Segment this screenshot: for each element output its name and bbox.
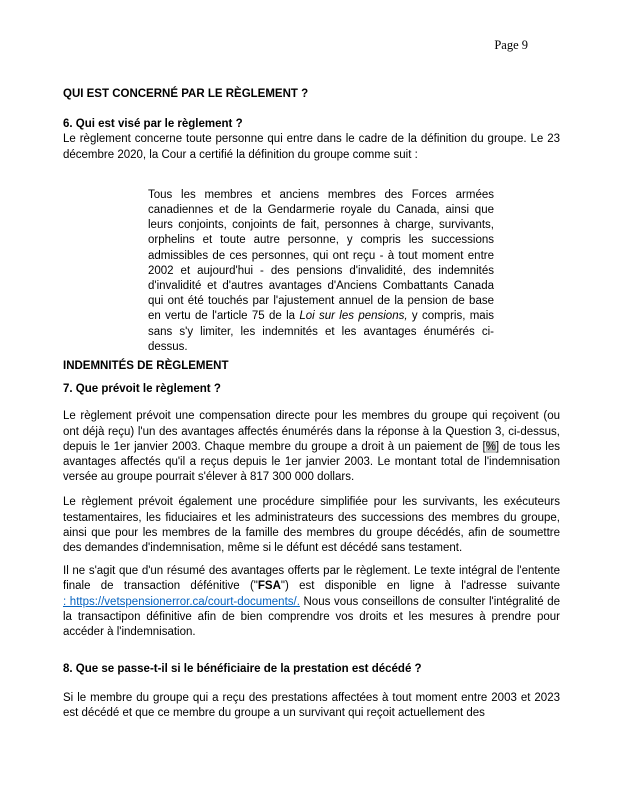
question-8-heading: 8. Que se passe-t-il si le bénéficiaire de la prestation est décédé ?	[63, 663, 422, 676]
main-heading: QUI EST CONCERNÉ PAR LE RÈGLEMENT ?	[63, 88, 309, 100]
page-number: Page 9	[494, 38, 528, 52]
simplified-procedure-paragraph: Le règlement prévoit également une procédure simplifiée pour les survivants, les exécuteurs testamentaires, les fiduciaires et les administrateurs des successions des membres du groupe, ainsi que pour les membres de la famille des membres du groupe décédés, afin de soumettre des demandes d'indemnisation, même si le défunt est décédé sans testament.	[63, 496, 560, 555]
question-6-heading: 6. Qui est visé par le règlement ?	[63, 118, 243, 131]
fsa-text-part2: ") est disponible en ligne à l'adresse suivante	[280, 580, 560, 593]
payment-text-part2: ] de tous les avantages affectés qu'il a reçus depuis le 1er janvier 2003. Le montant total de l'indemnisation versée au groupe pourrait s'élever à 817 300 000 dollars.	[63, 440, 560, 484]
quote-text-part1: Tous les membres et anciens membres des Forces armées canadiennes et de la Gendarmerie royale du Canada, ainsi que leurs conjoints, conjoints de fait, personnes à charge, survivants, orphelins et toute autre personne, y compris les successions admissibles de ces personnes, qui ont reçu - à tout moment entre 2002 et aujourd'hui - des pensions d'invalidité, des indemnités d'invalidité et d'autres avantages d'Anciens Combattants Canada qui ont été touchés par l'ajustement annuel de la pension de base en vertu de l'article 75 de la	[148, 188, 494, 323]
fsa-text-part1: Il ne s'agit que d'un résumé des avantages offerts par le règlement. Le texte intégral de l'entente finale de transaction défénitive ("	[63, 565, 560, 593]
quote-text-part2: y compris, mais sans s'y limiter, les indemnités et les avantages énumérés ci-dessus.	[148, 310, 494, 353]
law-title-italic: Loi sur les pensions,	[299, 310, 408, 323]
fsa-abbreviation: FSA	[257, 580, 281, 593]
payment-paragraph	[63, 409, 560, 485]
payment-text-part1: Le règlement prévoit une compensation directe pour les membres du groupe qui reçoivent (ou ont déjà reçu) l'un des avantages affectés énumérés dans la réponse à la Question 3, ci-dessus, depuis le 1er janvier 2003. Chaque membre du groupe a droit à un paiement de [	[63, 410, 560, 453]
question-7-heading: 7. Que prévoit le règlement ?	[63, 383, 221, 396]
survivor-paragraph: Si le membre du groupe qui a reçu des prestations affectées à tout moment entre 2003 et 2023 est décédé et que ce membre du groupe a un survivant qui reçoit actuellement des	[63, 691, 560, 719]
fsa-paragraph	[63, 564, 560, 640]
fsa-text-part3: Nous vous conseillons de consulter l'intégralité de la transactipon définitive afin de bien comprendre vos droits et les mesures à prendre pour accéder à l'indemnisation.	[63, 595, 560, 639]
indemnites-heading: INDEMNITÉS DE RÈGLEMENT	[63, 360, 229, 373]
class-definition-quote	[148, 188, 494, 355]
question-6-intro: Le règlement concerne toute personne qui entre dans le cadre de la définition du groupe. Le 23 décembre 2020, la Cour a certifié la définition du groupe comme suit :	[63, 133, 560, 161]
court-documents-link[interactable]: : https://vetspensionerror.ca/court-documents/.	[63, 595, 300, 608]
percentage-placeholder: %	[485, 440, 496, 453]
